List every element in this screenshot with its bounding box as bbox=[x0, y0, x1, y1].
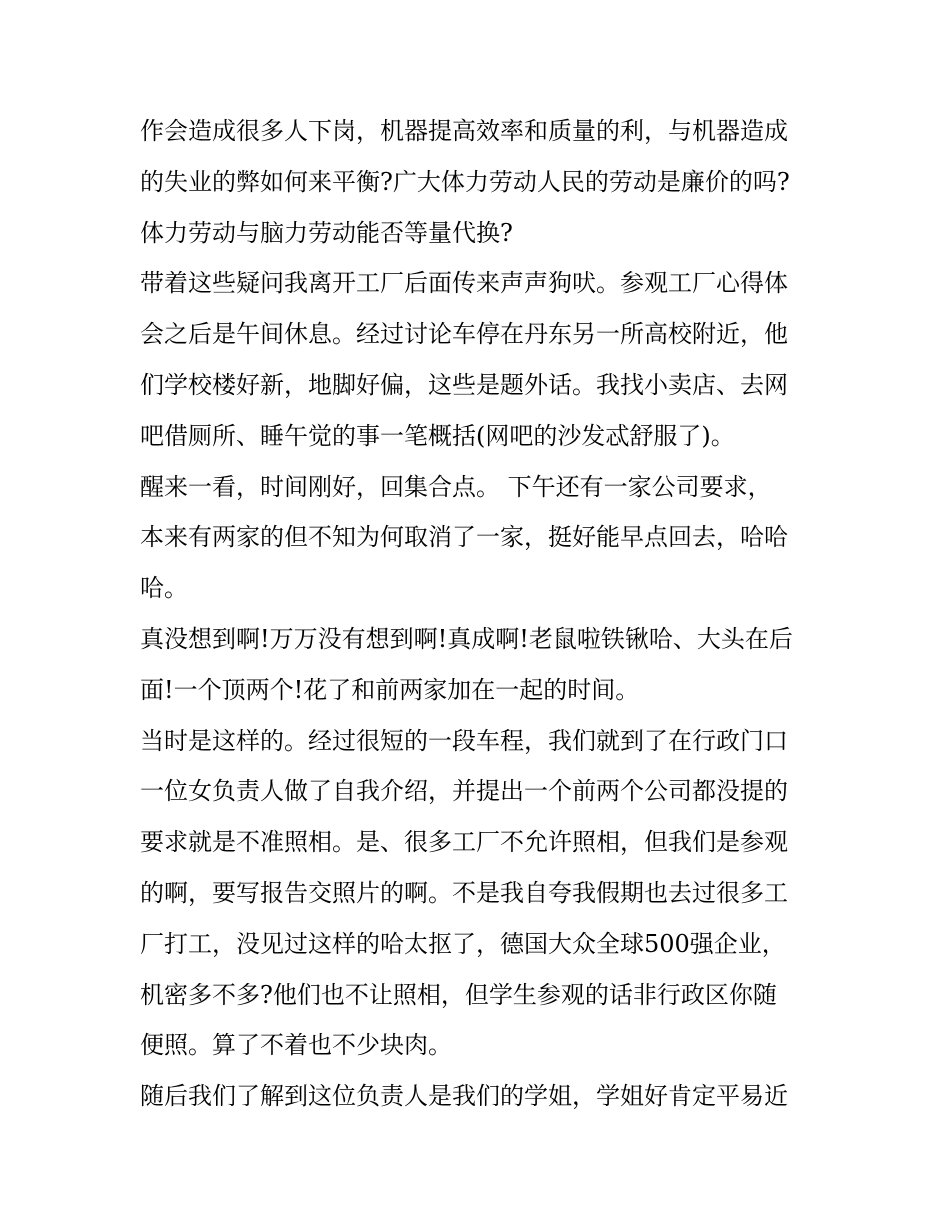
text-line: 随后我们了解到这位负责人是我们的学姐，学姐好肯定平易近 bbox=[140, 1082, 788, 1111]
text-line: 作会造成很多人下岗，机器提高效率和质量的利，与机器造成 bbox=[140, 117, 788, 145]
body-text bbox=[140, 106, 820, 1122]
text-line: 便照。算了不着也不少块肉。 bbox=[140, 1031, 452, 1060]
text-line: 哈。 bbox=[140, 574, 188, 603]
text-line: 当时是这样的。经过很短的一段车程，我们就到了在行政门口 bbox=[140, 726, 788, 755]
text-line: 要求就是不准照相。是、很多工厂不允许照相，但我们是参观 bbox=[140, 828, 788, 857]
text-line: 带着这些疑问我离开工厂后面传来声声狗吠。参观工厂心得体 bbox=[140, 269, 788, 298]
text-line: 真没想到啊!万万没有想到啊!真成啊!老鼠啦铁锹哈、大头在后 bbox=[140, 624, 793, 653]
text-line: 机密多不多?他们也不让照相，但学生参观的话非行政区你随 bbox=[140, 980, 777, 1009]
text-line: 的啊，要写报告交照片的啊。不是我自夸我假期也去过很多工 bbox=[140, 878, 788, 907]
text-line: 厂打工，没见过这样的哈太抠了，德国大众全球500强企业， bbox=[140, 929, 786, 958]
text-line: 面!一个顶两个!花了和前两家加在一起的时间。 bbox=[140, 675, 640, 704]
text-line: 体力劳动与脑力劳动能否等量代换? bbox=[140, 218, 513, 247]
text-line: 吧借厕所、睡午觉的事一笔概括(网吧的沙发忒舒服了)。 bbox=[140, 421, 735, 450]
text-line: 醒来一看，时间刚好，回集合点。 下午还有一家公司要求， bbox=[140, 472, 772, 501]
text-line: 的失业的弊如何来平衡?广大体力劳动人民的劳动是廉价的吗? bbox=[140, 167, 790, 196]
text-line: 会之后是午间休息。经过讨论车停在丹东另一所高校附近，他 bbox=[140, 320, 788, 349]
text-line: 一位女负责人做了自我介绍，并提出一个前两个公司都没提的 bbox=[140, 777, 788, 806]
text-line: 们学校楼好新，地脚好偏，这些是题外话。我找小卖店、去网 bbox=[140, 370, 788, 399]
text-line: 本来有两家的但不知为何取消了一家，挺好能早点回去，哈哈 bbox=[140, 523, 788, 552]
